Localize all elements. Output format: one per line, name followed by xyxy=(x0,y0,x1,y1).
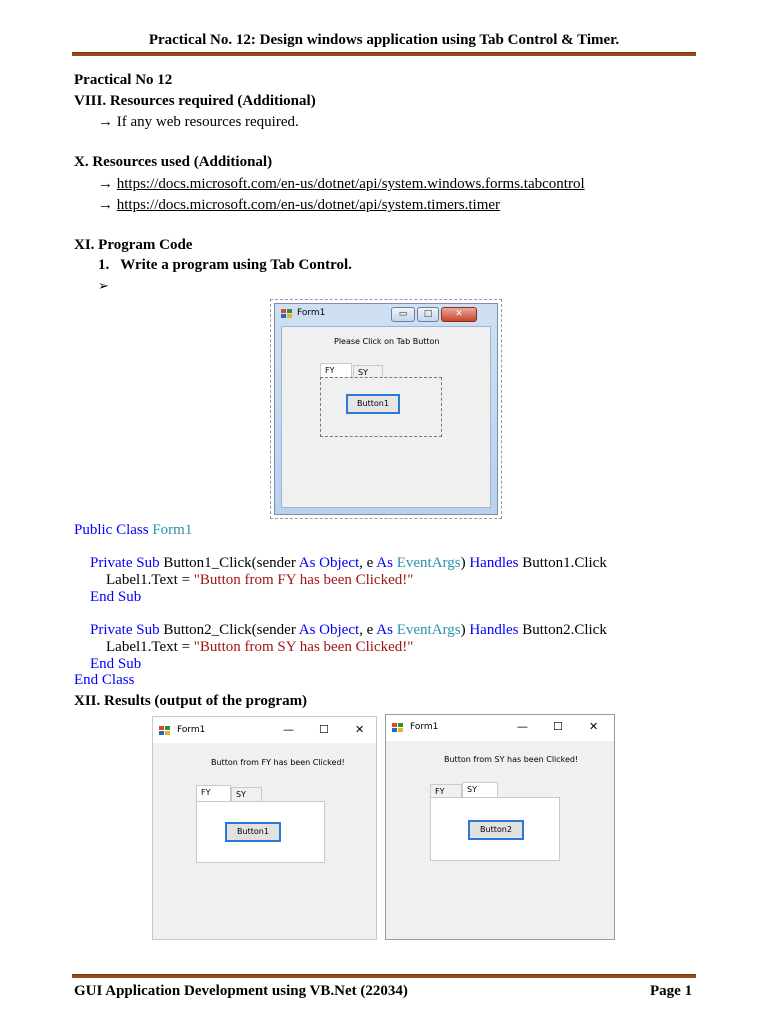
arrow-icon: → xyxy=(98,197,113,213)
design-form-title: Form1 xyxy=(297,308,326,318)
keyword: As Object xyxy=(298,555,360,571)
footer-page-number: Page 1 xyxy=(650,983,693,999)
code-sub2-body xyxy=(106,639,413,656)
app-icon xyxy=(159,726,171,736)
page-header-title: Practical No. 12: Design windows application using Tab Control & Timer. xyxy=(148,32,620,48)
code-sub1-end: End Sub xyxy=(90,589,142,605)
footer-rule xyxy=(72,974,696,978)
string-literal: "Button from FY has been Clicked!" xyxy=(193,572,414,588)
keyword: As xyxy=(376,622,393,638)
footer-course: GUI Application Development using VB.Net (22034) xyxy=(74,983,408,999)
program-item xyxy=(98,257,352,274)
header-rule xyxy=(72,52,696,56)
handles-target: Button1.Click xyxy=(522,555,607,571)
keyword: As Object xyxy=(298,622,360,638)
output-sy-titlebar xyxy=(386,715,614,741)
tab-fy[interactable]: FY xyxy=(320,363,352,378)
tab-sy[interactable]: SY xyxy=(353,365,383,378)
app-icon xyxy=(392,723,404,733)
resource-link-row xyxy=(98,197,500,214)
minimize-icon[interactable]: — xyxy=(517,720,528,733)
output-fy-tab-page xyxy=(196,801,325,863)
minimize-icon[interactable]: — xyxy=(283,723,294,736)
close-icon[interactable]: ✕ xyxy=(355,723,365,736)
maximize-icon[interactable]: ☐ xyxy=(553,720,563,733)
design-form-titlebar xyxy=(275,304,497,326)
design-form-window xyxy=(274,303,498,515)
arrow-icon: → xyxy=(98,114,113,130)
keyword: Private Sub xyxy=(90,555,160,571)
design-form-label: Please Click on Tab Button xyxy=(334,337,440,346)
item-number: 1. xyxy=(98,257,110,273)
paren: ) xyxy=(460,555,466,571)
assignment: Label1.Text = xyxy=(106,572,191,588)
code-end-class: End Class xyxy=(74,672,135,688)
item-text: Write a program using Tab Control. xyxy=(120,257,352,273)
tab-fy[interactable]: FY xyxy=(430,784,462,798)
output-fy-label: Button from FY has been Clicked! xyxy=(211,758,345,767)
resource-required-item xyxy=(98,114,299,131)
app-icon xyxy=(281,309,293,319)
type-name: EventArgs xyxy=(396,555,461,571)
tab-fy[interactable]: FY xyxy=(196,785,231,802)
code-class-line xyxy=(74,522,192,539)
design-form-client xyxy=(281,326,491,508)
paren: ) xyxy=(460,622,466,638)
close-icon[interactable]: ✕ xyxy=(441,307,477,322)
close-icon[interactable]: ✕ xyxy=(589,720,599,733)
handles-target: Button2.Click xyxy=(522,622,607,638)
param: , e xyxy=(359,622,374,638)
param: , e xyxy=(359,555,374,571)
keyword: As xyxy=(376,555,393,571)
practical-number: Practical No 12 xyxy=(74,72,173,88)
tab-sy[interactable]: SY xyxy=(231,787,262,801)
resource-link-row xyxy=(98,176,585,193)
tab-sy[interactable]: SY xyxy=(462,782,498,799)
maximize-icon[interactable]: □ xyxy=(417,307,439,322)
assignment: Label1.Text = xyxy=(106,639,191,655)
code-sub1-signature xyxy=(90,555,607,572)
timer-doc-link[interactable]: https://docs.microsoft.com/en-us/dotnet/api/system.timers.timer xyxy=(116,197,501,213)
button2[interactable]: Button2 xyxy=(468,820,524,840)
output-fy-title: Form1 xyxy=(177,725,206,735)
button1[interactable]: Button1 xyxy=(346,394,400,414)
section-viii-heading: VIII. Resources required (Additional) xyxy=(74,93,316,109)
keyword: Private Sub xyxy=(90,622,160,638)
keyword: Public Class xyxy=(74,522,149,538)
section-xii-heading: XII. Results (output of the program) xyxy=(74,693,308,709)
code-sub1-body xyxy=(106,572,413,589)
method-name: Button1_Click(sender xyxy=(163,555,296,571)
class-name: Form1 xyxy=(152,522,193,538)
output-fy-titlebar xyxy=(153,717,376,743)
code-sub2-end: End Sub xyxy=(90,656,142,672)
code-sub2-signature xyxy=(90,622,607,639)
section-xi-heading: XI. Program Code xyxy=(74,237,193,253)
output-window-sy xyxy=(385,714,615,940)
section-x-heading: X. Resources used (Additional) xyxy=(74,154,273,170)
type-name: EventArgs xyxy=(396,622,461,638)
bullet-arrow-icon: ➢ xyxy=(98,278,109,293)
arrow-icon: → xyxy=(98,176,113,192)
design-tab-page xyxy=(320,377,442,437)
output-window-fy xyxy=(152,716,377,940)
maximize-icon[interactable]: ☐ xyxy=(319,723,329,736)
resource-required-text: If any web resources required. xyxy=(116,114,299,130)
output-sy-label: Button from SY has been Clicked! xyxy=(444,755,579,764)
button1[interactable]: Button1 xyxy=(225,822,281,842)
keyword: Handles xyxy=(469,622,519,638)
minimize-icon[interactable]: ▭ xyxy=(391,307,415,322)
tabcontrol-doc-link[interactable]: https://docs.microsoft.com/en-us/dotnet/api/system.windows.forms.tabcontrol xyxy=(116,176,585,192)
method-name: Button2_Click(sender xyxy=(163,622,296,638)
string-literal: "Button from SY has been Clicked!" xyxy=(193,639,414,655)
output-sy-title: Form1 xyxy=(410,722,439,732)
output-sy-tab-page xyxy=(430,797,560,861)
keyword: Handles xyxy=(469,555,519,571)
